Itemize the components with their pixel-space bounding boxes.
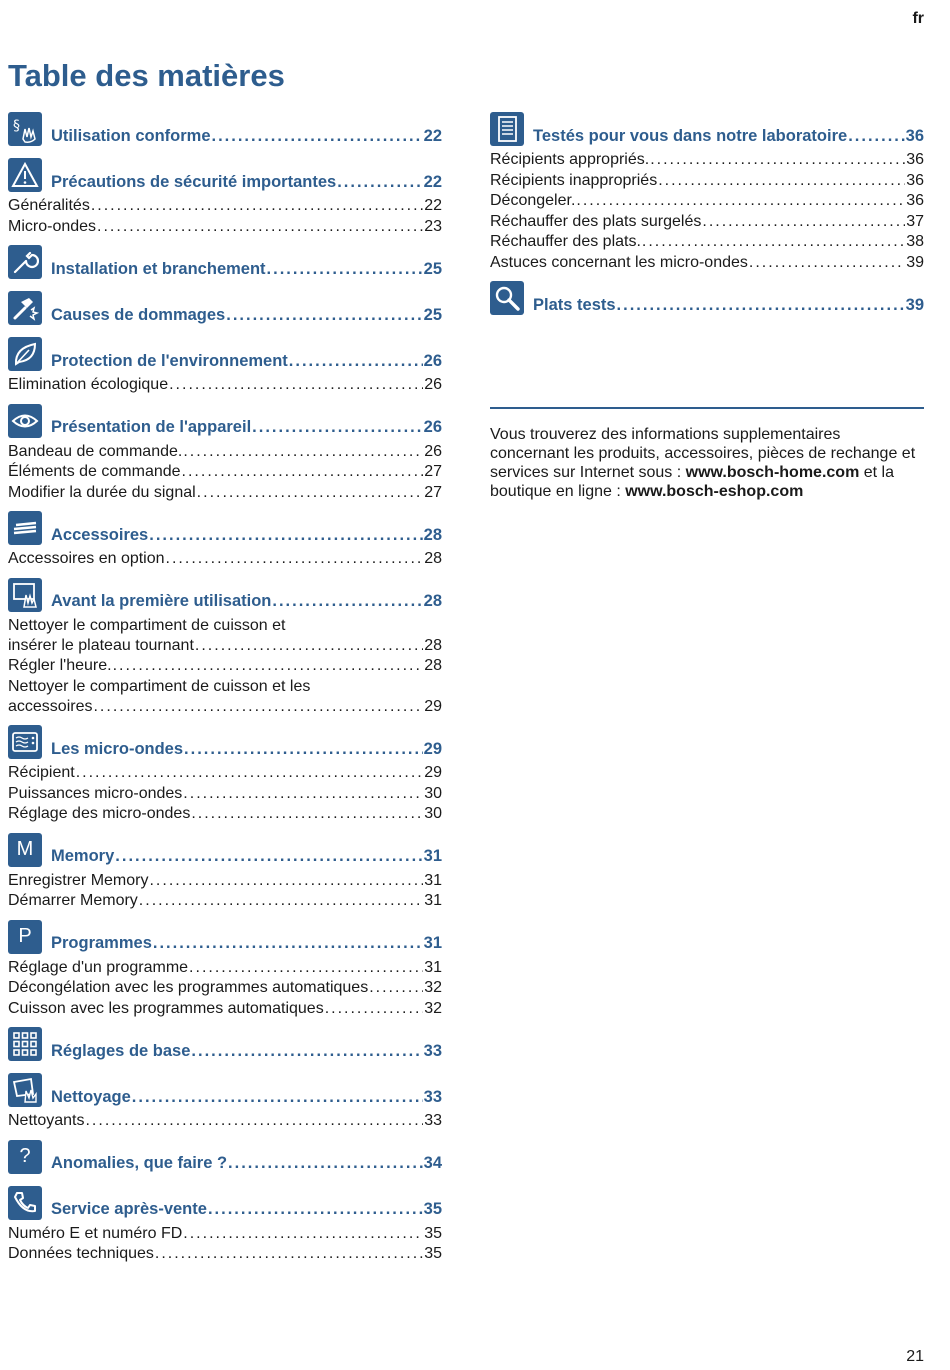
page-ref: 23 — [424, 217, 442, 235]
dot-leader — [576, 191, 905, 212]
dot-leader — [153, 933, 423, 954]
section-title: Utilisation conforme — [51, 126, 211, 145]
page-ref: 35 — [424, 1245, 442, 1262]
dot-leader — [183, 784, 423, 805]
section-title-row[interactable] — [51, 417, 442, 438]
page-ref: 30 — [424, 784, 442, 802]
entry-label: Récipients appropriés. — [490, 151, 650, 168]
section-title: Memory — [51, 847, 115, 865]
page-ref: 32 — [424, 999, 442, 1017]
dot-leader — [183, 1224, 423, 1245]
dot-leader — [289, 351, 423, 372]
toc-section — [8, 833, 442, 912]
entry-row[interactable] — [490, 171, 924, 192]
dot-leader — [702, 212, 905, 233]
entry-row[interactable] — [490, 191, 924, 212]
dot-leader — [93, 697, 423, 718]
entry-label: insérer le plateau tournant — [8, 636, 194, 654]
section-heading — [8, 1140, 442, 1178]
section-title-row[interactable] — [51, 1087, 442, 1108]
page-ref: 28 — [424, 657, 442, 674]
dot-leader — [191, 804, 423, 825]
info-text-2: et la boutique en ligne : — [490, 464, 894, 500]
page-ref: 35 — [424, 1224, 442, 1242]
dot-leader — [195, 636, 423, 657]
section-title-row[interactable] — [51, 591, 442, 612]
toc-section — [8, 1186, 442, 1265]
section-title-row[interactable] — [51, 525, 442, 546]
warning-triangle-icon — [8, 158, 42, 192]
section-heading — [8, 725, 442, 763]
entry-label: Réglage des micro-ondes — [8, 805, 191, 822]
dot-leader — [115, 846, 422, 867]
toc-right-column — [490, 112, 924, 319]
dot-leader — [749, 253, 905, 274]
page-ref: 36 — [906, 171, 924, 189]
page-ref: 39 — [905, 295, 924, 314]
toc-section — [8, 920, 442, 1020]
dot-leader — [208, 1199, 423, 1220]
section-heading — [8, 112, 442, 150]
wrench-icon — [8, 245, 42, 279]
entry-row[interactable] — [8, 656, 442, 677]
toc-section — [8, 725, 442, 825]
section-title: Précautions de sécurité importantes — [51, 172, 337, 191]
section-heading — [8, 920, 442, 958]
leaf-icon — [8, 337, 42, 371]
page-ref: 33 — [424, 1112, 442, 1129]
page-ref: 31 — [424, 871, 442, 889]
section-title: Protection de l'environnement — [51, 351, 288, 370]
section-title-row[interactable] — [51, 846, 442, 867]
document-lines-icon — [490, 112, 524, 146]
question-mark-icon: ? — [8, 1140, 42, 1174]
entry-label: Modifier la durée du signal — [8, 483, 196, 501]
entry-row[interactable] — [8, 804, 442, 825]
section-title-row[interactable] — [51, 126, 442, 147]
entry-row[interactable] — [8, 1111, 442, 1132]
page-ref: 22 — [423, 126, 442, 145]
entry-label: accessoires — [8, 697, 93, 715]
section-title-row[interactable] — [51, 305, 442, 326]
page-ref: 31 — [424, 892, 442, 909]
entry-label: Décongélation avec les programmes automatiques — [8, 979, 369, 996]
dot-leader — [149, 525, 422, 546]
section-title: Les micro-ondes — [51, 739, 184, 758]
link-bosch-eshop[interactable]: www.bosch-eshop.com — [625, 483, 804, 500]
entry-row[interactable] — [8, 549, 442, 570]
entry-label: Elimination écologique — [8, 376, 169, 393]
toc-left-column — [8, 112, 442, 1265]
page-ref: 27 — [424, 463, 442, 480]
dot-leader — [97, 217, 423, 238]
section-title-row[interactable] — [51, 933, 442, 954]
page-number: 21 — [906, 1348, 924, 1365]
page-ref: 36 — [905, 126, 924, 145]
dot-leader — [139, 891, 423, 912]
dot-leader — [658, 171, 905, 192]
entry-row[interactable] — [490, 232, 924, 253]
section-title: Avant la première utilisation — [51, 592, 272, 610]
page-ref: 28 — [423, 592, 442, 610]
section-heading — [8, 404, 442, 442]
page-ref: 37 — [906, 212, 924, 230]
entry-row[interactable] — [490, 253, 924, 274]
section-heading — [8, 1186, 442, 1224]
page-ref: 25 — [423, 259, 442, 278]
dot-leader — [228, 1153, 423, 1174]
entry-row[interactable] — [490, 150, 924, 171]
toc-section — [8, 1140, 442, 1178]
section-heading — [8, 245, 442, 283]
dot-leader — [91, 196, 423, 217]
section-title-row[interactable] — [51, 351, 442, 372]
section-title: Causes de dommages — [51, 305, 226, 324]
stacked-plates-icon — [8, 511, 42, 545]
page-ref: 28 — [423, 525, 442, 544]
dot-leader — [212, 126, 423, 147]
entry-row[interactable] — [8, 697, 442, 718]
page-ref: 28 — [424, 636, 442, 654]
section-title-row[interactable] — [51, 259, 442, 280]
page-ref: 22 — [424, 197, 442, 214]
magnifier-icon — [490, 281, 524, 315]
language-label: fr — [912, 10, 924, 27]
toc-section — [8, 291, 442, 329]
entry-row[interactable] — [8, 636, 442, 657]
dot-leader — [226, 305, 422, 326]
page-ref: 33 — [423, 1041, 442, 1060]
page-ref: 26 — [424, 442, 442, 460]
section-heading — [8, 158, 442, 196]
toc-section — [490, 281, 924, 319]
section-heading — [490, 281, 924, 319]
toc-section — [8, 578, 442, 718]
memory-m-icon: M — [8, 833, 42, 867]
dot-leader — [76, 763, 424, 784]
section-heading — [8, 291, 442, 329]
toc-section — [8, 1073, 442, 1132]
dot-leader — [272, 591, 422, 612]
section-heading — [8, 833, 442, 871]
page-ref: 32 — [424, 979, 442, 996]
page-ref: 26 — [424, 376, 442, 393]
dot-leader — [184, 739, 423, 760]
entry-label: Numéro E et numéro FD — [8, 1224, 183, 1242]
page-ref: 25 — [423, 305, 442, 324]
entry-row[interactable] — [8, 196, 442, 217]
divider-rule — [490, 407, 924, 409]
dot-leader — [155, 1244, 423, 1265]
dot-leader — [191, 1041, 422, 1062]
section-title-row[interactable] — [51, 172, 442, 193]
dot-leader — [267, 259, 423, 280]
dot-leader — [617, 295, 905, 316]
toc-section — [8, 112, 442, 150]
page-ref: 35 — [423, 1200, 442, 1218]
section-title: Nettoyage — [51, 1087, 131, 1106]
info-text-1: Vous trouverez des informations supplementaires concernant les produits, accessoires, pièces de rechange et services sur Internet sous : — [490, 426, 916, 481]
entry-row[interactable] — [8, 763, 442, 784]
page-ref: 31 — [424, 958, 442, 976]
page-ref: 22 — [423, 172, 442, 191]
entry-label: Réchauffer des plats surgelés — [490, 212, 702, 230]
entry-row[interactable] — [8, 217, 442, 238]
section-title-row[interactable] — [51, 1153, 442, 1174]
section-title-row[interactable] — [533, 126, 924, 147]
page-ref: 26 — [423, 351, 442, 370]
dot-leader — [169, 375, 423, 396]
dot-leader — [132, 1087, 423, 1108]
entry-label: Cuisson avec les programmes automatiques — [8, 999, 324, 1017]
entry-label: Accessoires en option — [8, 550, 165, 567]
entry-label: Décongeler. — [490, 192, 576, 209]
dot-leader — [642, 232, 905, 253]
page-ref: 29 — [424, 697, 442, 715]
section-title: Accessoires — [51, 525, 149, 544]
section-title: Installation et branchement — [51, 259, 266, 278]
page-ref: 33 — [423, 1087, 442, 1106]
section-title: Plats tests — [533, 295, 616, 314]
dot-leader — [197, 483, 424, 504]
dot-leader — [183, 442, 423, 463]
dot-leader — [189, 958, 423, 979]
page-ref: 36 — [906, 151, 924, 168]
dot-leader — [113, 656, 424, 677]
toc-section — [8, 1027, 442, 1065]
dot-leader — [325, 999, 424, 1020]
dot-leader — [252, 417, 422, 438]
hammer-damage-icon — [8, 291, 42, 325]
toc-section — [8, 404, 442, 504]
dot-leader — [182, 462, 424, 483]
entry-row[interactable] — [8, 442, 442, 463]
entry-label: Récipient — [8, 764, 75, 781]
dot-leader — [848, 126, 904, 147]
section-heading — [8, 511, 442, 549]
dot-leader — [369, 978, 423, 999]
entry-row[interactable] — [8, 1244, 442, 1265]
entry-label: Enregistrer Memory — [8, 871, 149, 889]
grid-keypad-icon — [8, 1027, 42, 1061]
page-ref: 28 — [424, 550, 442, 567]
page-ref: 26 — [423, 418, 442, 436]
entry-label: Réchauffer des plats. — [490, 233, 641, 250]
page-ref: 39 — [906, 253, 924, 271]
toc-section — [8, 158, 442, 237]
page-ref: 29 — [423, 739, 442, 758]
page-ref: 29 — [424, 764, 442, 781]
entry-row[interactable] — [8, 462, 442, 483]
entry-row[interactable] — [8, 784, 442, 805]
dot-leader — [337, 172, 422, 193]
section-title: Programmes — [51, 934, 152, 952]
eye-icon — [8, 404, 42, 438]
page-title: Table des matières — [8, 58, 285, 93]
entry-label: Récipients inappropriés — [490, 171, 658, 189]
dot-leader — [149, 871, 423, 892]
dot-leader — [166, 549, 424, 570]
toc-section — [8, 511, 442, 570]
entry-row[interactable] — [8, 978, 442, 999]
section-heading — [8, 1073, 442, 1111]
entry-label: Démarrer Memory — [8, 892, 138, 909]
entry-row[interactable] — [8, 483, 442, 504]
section-title: Réglages de base — [51, 1041, 191, 1060]
page-ref: 30 — [424, 805, 442, 822]
entry-label: Régler l'heure. — [8, 657, 112, 674]
page-ref: 36 — [906, 192, 924, 209]
section-heading — [490, 112, 924, 150]
entry-label: Astuces concernant les micro-ondes — [490, 253, 748, 271]
section-title-row[interactable] — [533, 295, 924, 316]
section-heading — [8, 1027, 442, 1065]
page-ref: 31 — [423, 847, 442, 865]
section-title: Anomalies, que faire ? — [51, 1154, 228, 1172]
entry-label: Réglage d'un programme — [8, 958, 189, 976]
phone-handset-icon — [8, 1186, 42, 1220]
dot-leader — [650, 150, 905, 171]
svg-text:§: § — [13, 118, 20, 134]
section-title-row[interactable] — [51, 1041, 442, 1062]
page-ref: 38 — [906, 233, 924, 250]
page-ref: 27 — [424, 483, 442, 501]
section-heading — [8, 337, 442, 375]
section-title: Service après-vente — [51, 1200, 207, 1218]
link-bosch-home[interactable]: www.bosch-home.com — [685, 464, 860, 481]
entry-row[interactable] — [8, 1224, 442, 1245]
entry-label: Données techniques — [8, 1245, 154, 1262]
entry-row[interactable] — [8, 891, 442, 912]
entry-label: Nettoyants — [8, 1112, 85, 1129]
entry-label: Généralités — [8, 197, 90, 214]
entry-row[interactable] — [8, 375, 442, 396]
entry-label-line: Nettoyer le compartiment de cuisson et — [8, 616, 286, 634]
section-heading — [8, 578, 442, 616]
entry-label: Puissances micro-ondes — [8, 784, 183, 802]
program-p-icon: P — [8, 920, 42, 954]
entry-row[interactable] — [8, 999, 442, 1020]
entry-row[interactable] — [8, 958, 442, 979]
section-title: Présentation de l'appareil — [51, 418, 252, 436]
microwave-icon — [8, 725, 42, 759]
section-title-row[interactable] — [51, 1199, 442, 1220]
page-ref: 34 — [423, 1154, 442, 1172]
entry-label: Micro-ondes — [8, 217, 97, 235]
entry-label: Éléments de commande — [8, 463, 181, 480]
entry-row[interactable] — [8, 871, 442, 892]
cleaning-cloth-icon — [8, 1073, 42, 1107]
dot-leader — [85, 1111, 423, 1132]
entry-row[interactable] — [490, 212, 924, 233]
hand-touch-icon — [8, 578, 42, 612]
info-paragraph — [490, 425, 920, 501]
section-title-row[interactable] — [51, 739, 442, 760]
section-title: Testés pour vous dans notre laboratoire — [533, 126, 848, 145]
entry-label-line: Nettoyer le compartiment de cuisson et les — [8, 677, 311, 695]
toc-section — [8, 245, 442, 283]
toc-section — [490, 112, 924, 273]
hand-paragraph-icon — [8, 112, 42, 146]
toc-section — [8, 337, 442, 396]
entry-label: Bandeau de commande. — [8, 442, 183, 460]
page-ref: 31 — [423, 934, 442, 952]
